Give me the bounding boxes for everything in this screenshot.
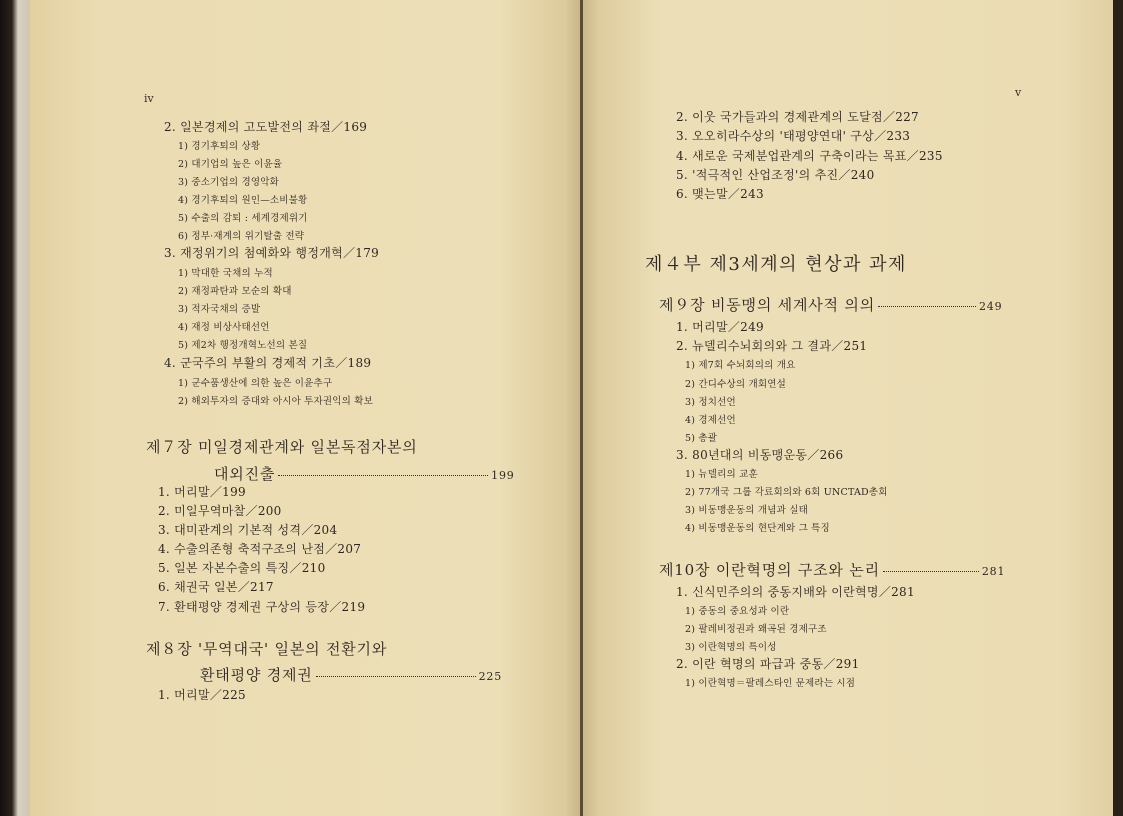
chapter-page: 225 [478, 670, 503, 683]
toc-section: 5. '적극적인 산업조정'의 추진／240 [676, 168, 875, 182]
book-edge-left [0, 0, 30, 816]
leader-dots [878, 306, 976, 307]
toc-subsection: 4) 비동맹운동의 현단계와 그 특징 [685, 523, 830, 534]
left-page [30, 0, 581, 816]
toc-section: 4. 새로운 국제분업관계의 구축이라는 목표／235 [676, 149, 943, 163]
toc-section: 4. 수출의존형 축적구조의 난점／207 [158, 542, 362, 556]
chapter-page: 249 [979, 300, 1003, 313]
toc-section: 1. 머리말／249 [676, 320, 764, 334]
toc-section: 1. 신식민주의의 중동지배와 이란혁명／281 [676, 585, 915, 599]
toc-section: 3. 대미관계의 기본적 성격／204 [158, 523, 338, 537]
book-edge-right [1113, 0, 1123, 816]
toc-subsection: 3) 정치선언 [685, 397, 736, 408]
toc-subsection: 4) 경기후퇴의 원인—소비불황 [178, 195, 308, 206]
leader-dots [883, 571, 979, 572]
toc-subsection: 5) 총괄 [685, 433, 718, 444]
toc-section: 3. 오오히라수상의 '태평양연대' 구상／233 [676, 129, 911, 143]
toc-subsection: 2) 해외투자의 증대와 아시아 투자권익의 확보 [178, 396, 374, 407]
chapter-title-cont [200, 664, 502, 685]
toc-subsection: 1) 이란혁명＝팔레스타인 문제라는 시점 [685, 678, 856, 689]
toc-section: 2. 미일무역마찰／200 [158, 504, 282, 518]
toc-section: 1. 머리말／199 [158, 485, 246, 499]
chapter-page: 281 [981, 565, 1006, 578]
toc-section: 2. 일본경제의 고도발전의 좌절／169 [164, 120, 368, 134]
toc-section: 6. 맺는말／243 [676, 187, 764, 201]
chapter-title-text: 대외진출 [214, 465, 276, 483]
toc-subsection: 3) 비동맹운동의 개념과 실태 [685, 505, 808, 516]
toc-subsection: 3) 이란혁명의 특이성 [685, 642, 777, 653]
toc-subsection: 1) 막대한 국채의 누적 [178, 268, 273, 279]
chapter-title-text: 제９장 비동맹의 세계사적 의의 [659, 296, 875, 314]
toc-subsection: 6) 정부·재계의 위기탈출 전략 [178, 231, 305, 242]
chapter-title [659, 559, 1005, 580]
leader-dots [316, 676, 476, 677]
toc-subsection: 1) 군수품생산에 의한 높은 이윤추구 [178, 378, 333, 389]
chapter-title-text: 제10장 이란혁명의 구조와 논리 [659, 561, 880, 579]
toc-subsection: 4) 재정 비상사태선언 [178, 322, 270, 333]
chapter-title-text: 환태평양 경제권 [200, 666, 313, 684]
page-number: v [1015, 86, 1022, 99]
toc-subsection: 2) 77개국 그룹 각료회의와 6회 UNCTAD총회 [685, 487, 888, 498]
page-number: iv [144, 92, 154, 105]
toc-subsection: 2) 팔레비정권과 왜곡된 경제구조 [685, 624, 827, 635]
toc-subsection: 1) 뉴델리의 교훈 [685, 469, 758, 480]
leader-dots [278, 475, 488, 476]
toc-section: 2. 이웃 국가들과의 경제관계의 도달점／227 [676, 110, 919, 124]
toc-section: 7. 환태평양 경제권 구상의 등장／219 [158, 600, 366, 614]
toc-section: 4. 군국주의 부활의 경제적 기초／189 [164, 356, 372, 370]
toc-subsection: 5) 제2차 행정개혁노선의 본질 [178, 340, 308, 351]
toc-subsection: 4) 경제선언 [685, 415, 736, 426]
toc-subsection: 1) 제7회 수뇌회의의 개요 [685, 360, 796, 371]
toc-section: 3. 재정위기의 첨예화와 행정개혁／179 [164, 246, 380, 260]
toc-section: 3. 80년대의 비동맹운동／266 [676, 448, 844, 462]
toc-subsection: 3) 적자국채의 증발 [178, 304, 261, 315]
toc-subsection: 5) 수출의 감퇴 : 세계경제위기 [178, 213, 308, 224]
toc-subsection: 3) 중소기업의 경영악화 [178, 177, 279, 188]
toc-subsection: 2) 대기업의 높은 이윤율 [178, 159, 283, 170]
chapter-page: 199 [491, 469, 515, 482]
toc-subsection: 1) 경기후퇴의 상황 [178, 141, 261, 152]
toc-section: 5. 일본 자본수출의 특징／210 [158, 561, 326, 575]
chapter-title [659, 294, 1002, 315]
chapter-title: 제８장 '무역대국' 일본의 전환기와 [146, 640, 388, 658]
toc-subsection: 2) 간디수상의 개회연설 [685, 379, 786, 390]
toc-subsection: 1) 중동의 중요성과 이란 [685, 606, 790, 617]
toc-subsection: 2) 재정파탄과 모순의 확대 [178, 286, 292, 297]
chapter-title: 제７장 미일경제관계와 일본독점자본의 [146, 438, 418, 456]
toc-section: 1. 머리말／225 [158, 688, 246, 702]
chapter-title-cont [214, 463, 515, 484]
toc-section: 2. 이란 혁명의 파급과 중동／291 [676, 657, 860, 671]
toc-section: 2. 뉴델리수뇌회의와 그 결과／251 [676, 339, 868, 353]
toc-section: 6. 채권국 일본／217 [158, 580, 274, 594]
part-title: 제４부 제3세계의 현상과 과제 [645, 254, 907, 275]
right-page [583, 0, 1113, 816]
